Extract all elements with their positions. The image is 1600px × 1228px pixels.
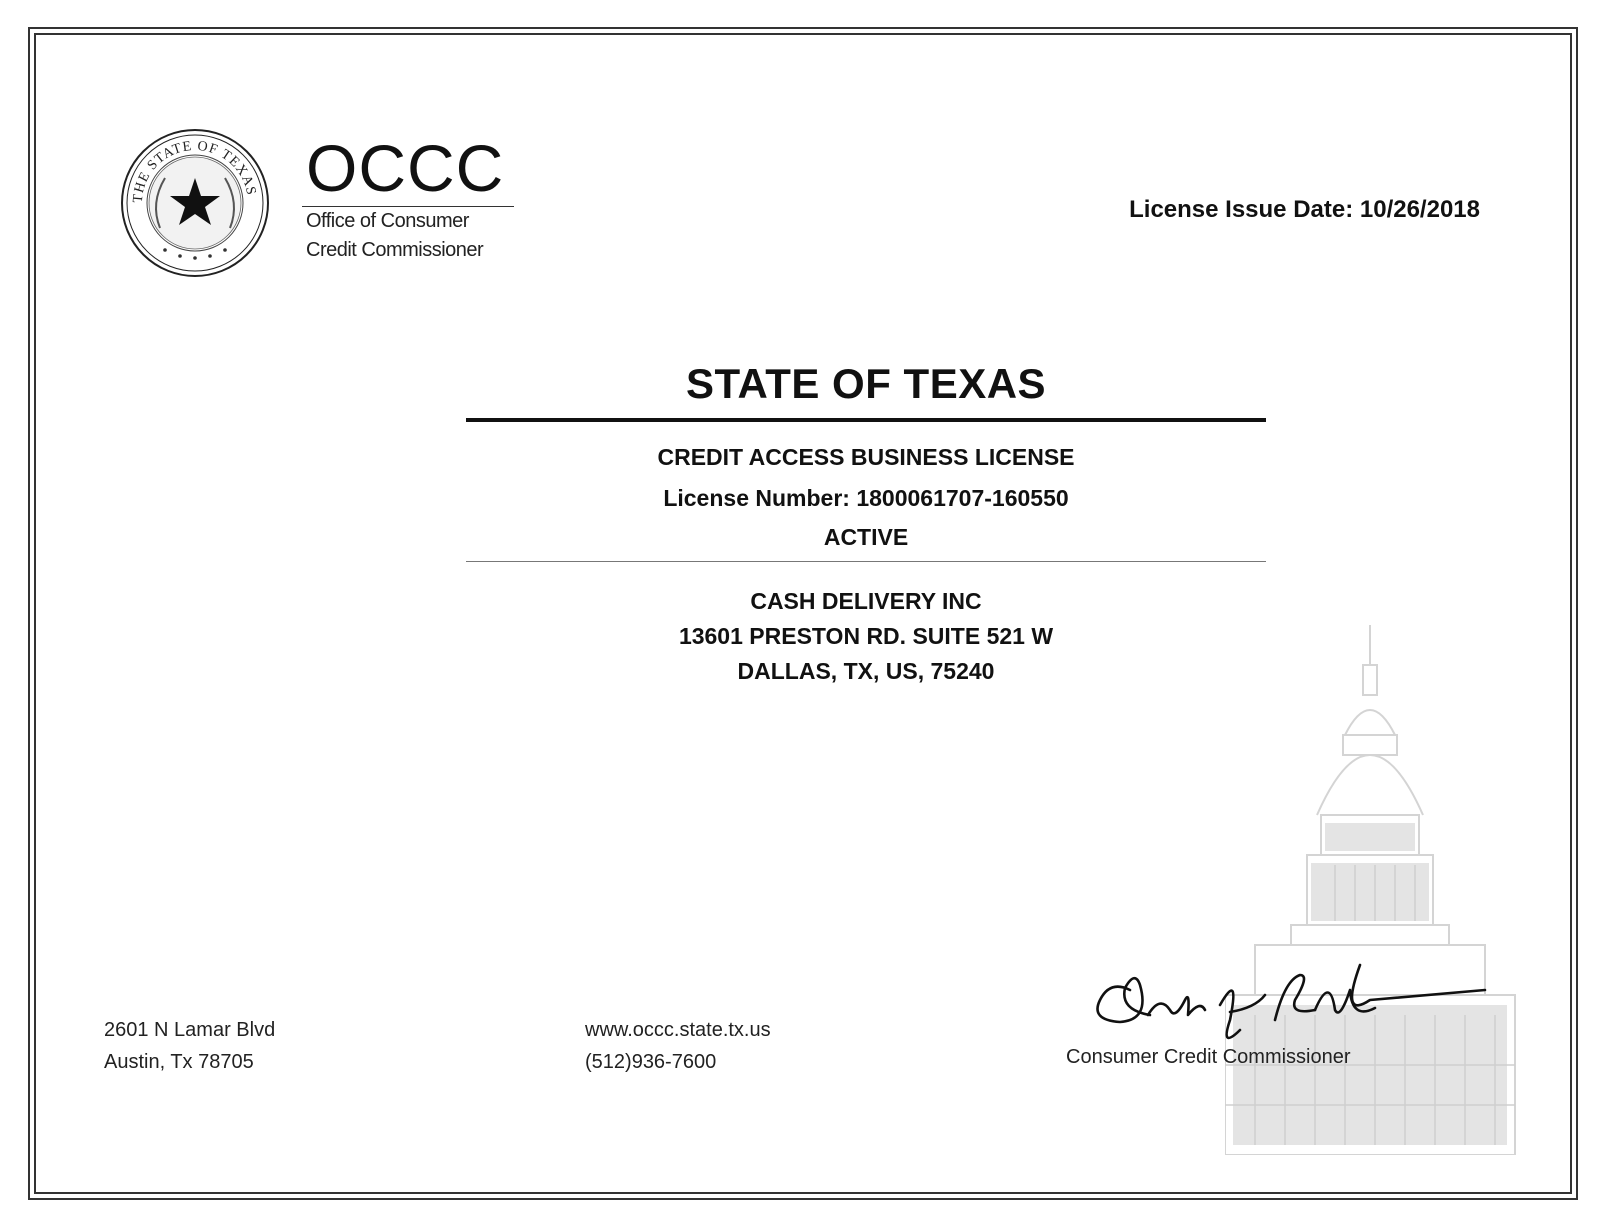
office-website: www.occc.state.tx.us: [585, 1019, 771, 1041]
business-name: CASH DELIVERY INC: [750, 588, 982, 614]
signer-title: Consumer Credit Commissioner: [1066, 1046, 1351, 1068]
office-address-line1: 2601 N Lamar Blvd: [104, 1019, 276, 1041]
title-divider: [466, 418, 1266, 422]
capitol-watermark-icon: [1225, 625, 1545, 1155]
business-address-line2: DALLAS, TX, US, 75240: [737, 658, 995, 684]
office-contact: [585, 1014, 771, 1078]
logo-acronym: OCCC: [306, 131, 505, 205]
office-phone: (512)936-7600: [585, 1051, 717, 1073]
office-address-line2: Austin, Tx 78705: [104, 1051, 254, 1073]
seal-text: THE STATE OF TEXAS: [130, 138, 259, 204]
business-address-line1: 13601 PRESTON RD. SUITE 521 W: [678, 623, 1054, 649]
occc-logo: [306, 132, 526, 265]
license-issue-date: License Issue Date: 10/26/2018: [1129, 196, 1480, 223]
logo-name-line1: Office of Consumer: [306, 210, 469, 232]
office-address: [104, 1014, 275, 1078]
signature-icon: [1090, 960, 1490, 1050]
license-type: CREDIT ACCESS BUSINESS LICENSE: [657, 444, 1075, 470]
logo-name-line2: Credit Commissioner: [306, 239, 484, 261]
license-number: License Number: 1800061707-160550: [663, 485, 1069, 511]
texas-seal-icon: [120, 128, 270, 278]
status-divider: [466, 561, 1266, 562]
license-status: ACTIVE: [823, 524, 909, 550]
state-title: STATE OF TEXAS: [685, 360, 1047, 407]
